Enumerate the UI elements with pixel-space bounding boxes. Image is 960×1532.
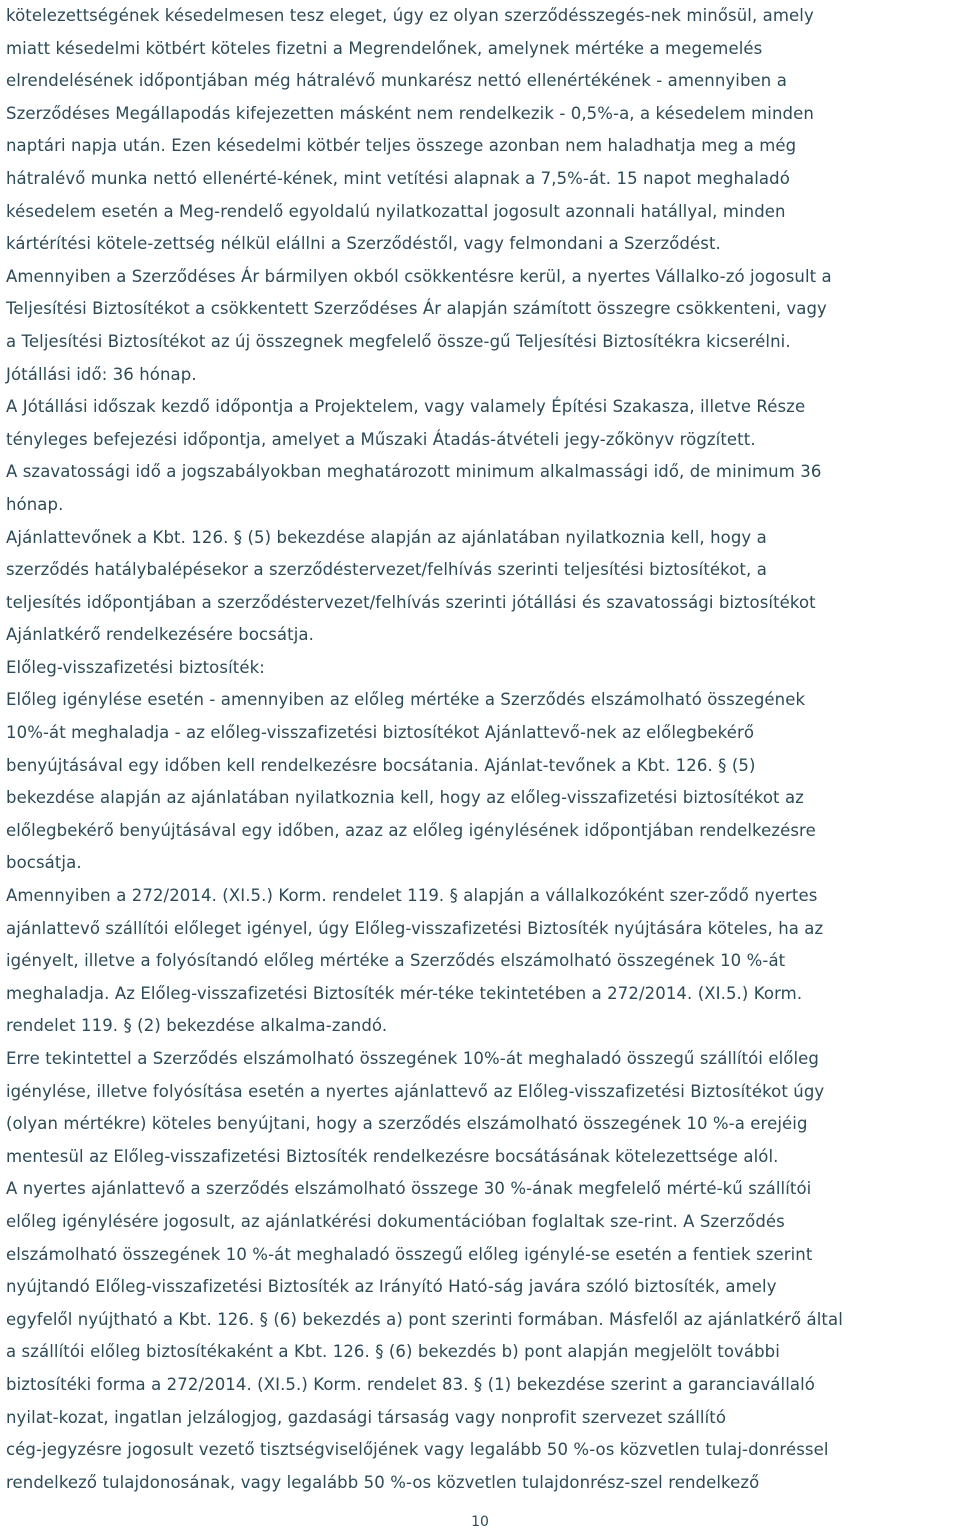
text-line: teljesítés időpontjában a szerződéstervezet/felhívás szerinti jótállási és szavatossági biztosítékot	[6, 592, 816, 612]
text-line: igénylése, illetve folyósítása esetén a nyertes ajánlattevő az Előleg-visszafizetési Biztosítékot úgy	[6, 1081, 825, 1101]
text-line: előleg igénylésére jogosult, az ajánlatkérési dokumentációban foglaltak sze-rint. A Szerződés	[6, 1211, 785, 1231]
text-line: mentesül az Előleg-visszafizetési Biztosíték rendelkezésre bocsátásának kötelezettsége alól.	[6, 1146, 779, 1166]
text-line: előlegbekérő benyújtásával egy időben, azaz az előleg igénylésének időpontjában rendelkezésre	[6, 820, 816, 840]
text-line: meghaladja. Az Előleg-visszafizetési Biztosíték mér-téke tekintetében a 272/2014. (XI.5.) Korm.	[6, 983, 803, 1003]
text-line: Teljesítési Biztosítékot a csökkentett Szerződéses Ár alapján számított összegre csökkenteni, vagy	[6, 299, 827, 319]
text-line: bocsátja.	[6, 853, 82, 873]
text-line: bekezdése alapján az ajánlatában nyilatkoznia kell, hogy az előleg-visszafizetési biztosítékot az	[6, 788, 804, 808]
text-line: ajánlattevő szállítói előleget igényel, úgy Előleg-visszafizetési Biztosíték nyújtására köteles, ha az	[6, 918, 824, 938]
text-line: Előleg-visszafizetési biztosíték:	[6, 657, 265, 677]
text-line: (olyan mértékre) köteles benyújtani, hogy a szerződés elszámolható összegének 10 %-a erejéig	[6, 1114, 808, 1134]
text-line: A szavatossági idő a jogszabályokban meghatározott minimum alkalmassági idő, de minimum 36	[6, 462, 822, 482]
text-line: 10%-át meghaladja - az előleg-visszafizetési biztosítékot Ajánlattevő-nek az előlegbekérő	[6, 723, 755, 743]
text-line: Ajánlattevőnek a Kbt. 126. § (5) bekezdése alapján az ajánlatában nyilatkoznia kell, hogy a	[6, 527, 767, 547]
text-line: biztosítéki forma a 272/2014. (XI.5.) Korm. rendelet 83. § (1) bekezdése szerint a garanciavállaló	[6, 1374, 815, 1394]
text-line: rendelet 119. § (2) bekezdése alkalma-zandó.	[6, 1016, 388, 1036]
text-line: szerződés hatálybalépésekor a szerződéstervezet/felhívás szerinti teljesítési biztosítékot, a	[6, 560, 767, 580]
text-line: nyújtandó Előleg-visszafizetési Biztosíték az Irányító Ható-ság javára szóló biztosíték, amely	[6, 1277, 777, 1297]
text-line: elrendelésének időpontjában még hátralévő munkarész nettó ellenértékének - amennyiben a	[6, 71, 787, 91]
text-line: Előleg igénylése esetén - amennyiben az előleg mértéke a Szerződés elszámolható összegének	[6, 690, 806, 710]
text-line: A Jótállási időszak kezdő időpontja a Projektelem, vagy valamely Építési Szakasza, illetve Része	[6, 397, 806, 417]
text-line: cég-jegyzésre jogosult vezető tisztségviselőjének vagy legalább 50 %-os közvetlen tulaj-donréssel	[6, 1440, 829, 1460]
text-line: Amennyiben a Szerződéses Ár bármilyen okból csökkentésre kerül, a nyertes Vállalko-zó jogosult a	[6, 266, 832, 286]
text-line: rendelkező tulajdonosának, vagy legalább 50 %-os közvetlen tulajdonrész-szel rendelkező	[6, 1472, 760, 1492]
text-line: a Teljesítési Biztosítékot az új összegnek megfelelő össze-gű Teljesítési Biztosítékra kicserélni.	[6, 331, 791, 351]
text-line: a szállítói előleg biztosítékaként a Kbt. 126. § (6) bekezdés b) pont alapján megjelölt további	[6, 1342, 780, 1362]
text-line: egyfelől nyújtható a Kbt. 126. § (6) bekezdés a) pont szerinti formában. Másfelől az ajánlatkérő által	[6, 1309, 843, 1329]
text-line: elszámolható összegének 10 %-át meghaladó összegű előleg igénylé-se esetén a fentiek szerint	[6, 1244, 813, 1264]
text-line: miatt késedelmi kötbért köteles fizetni a Megrendelőnek, amelynek mértéke a megemelés	[6, 38, 763, 58]
text-line: kötelezettségének késedelmesen tesz eleget, úgy ez olyan szerződésszegés-nek minősül, amely	[6, 6, 814, 25]
page-number: 10	[471, 1514, 489, 1530]
text-line: Szerződéses Megállapodás kifejezetten másként nem rendelkezik - 0,5%-a, a késedelem minden	[6, 103, 814, 123]
text-line: Jótállási idő: 36 hónap.	[6, 364, 197, 384]
text-line: kártérítési kötele-zettség nélkül elállni a Szerződéstől, vagy felmondani a Szerződést.	[6, 234, 721, 254]
text-line: hátralévő munka nettó ellenérté-kének, mint vetítési alapnak a 7,5%-át. 15 napot meghaladó	[6, 168, 790, 188]
text-line: igényelt, illetve a folyósítandó előleg mértéke a Szerződés elszámolható összegének 10 %-át	[6, 951, 786, 971]
text-line: Ajánlatkérő rendelkezésére bocsátja.	[6, 625, 314, 645]
text-line: nyilat-kozat, ingatlan jelzálogjog, gazdasági társaság vagy nonprofit szervezet szállító	[6, 1407, 727, 1427]
text-line: Erre tekintettel a Szerződés elszámolható összegének 10%-át meghaladó összegű szállítói előleg	[6, 1049, 819, 1068]
text-line: tényleges befejezési időpontja, amelyet a Műszaki Átadás-átvételi jegy-zőkönyv rögzített.	[6, 429, 756, 449]
body-text	[6, 0, 956, 1499]
text-line: A nyertes ajánlattevő a szerződés elszámolható összege 30 %-ának megfelelő mérté-kű szállítói	[6, 1179, 812, 1199]
text-line: naptári napja után. Ezen késedelmi kötbér teljes összege azonban nem haladhatja meg a még	[6, 136, 797, 156]
text-line: benyújtásával egy időben kell rendelkezésre bocsátania. Ajánlat-tevőnek a Kbt. 126. § (5)	[6, 755, 756, 775]
text-line: hónap.	[6, 494, 64, 514]
text-line: Amennyiben a 272/2014. (XI.5.) Korm. rendelet 119. § alapján a vállalkozóként szer-ződő nyertes	[6, 886, 818, 906]
text-line: késedelem esetén a Meg-rendelő egyoldalú nyilatkozattal jogosult azonnali hatállyal, minden	[6, 201, 786, 221]
